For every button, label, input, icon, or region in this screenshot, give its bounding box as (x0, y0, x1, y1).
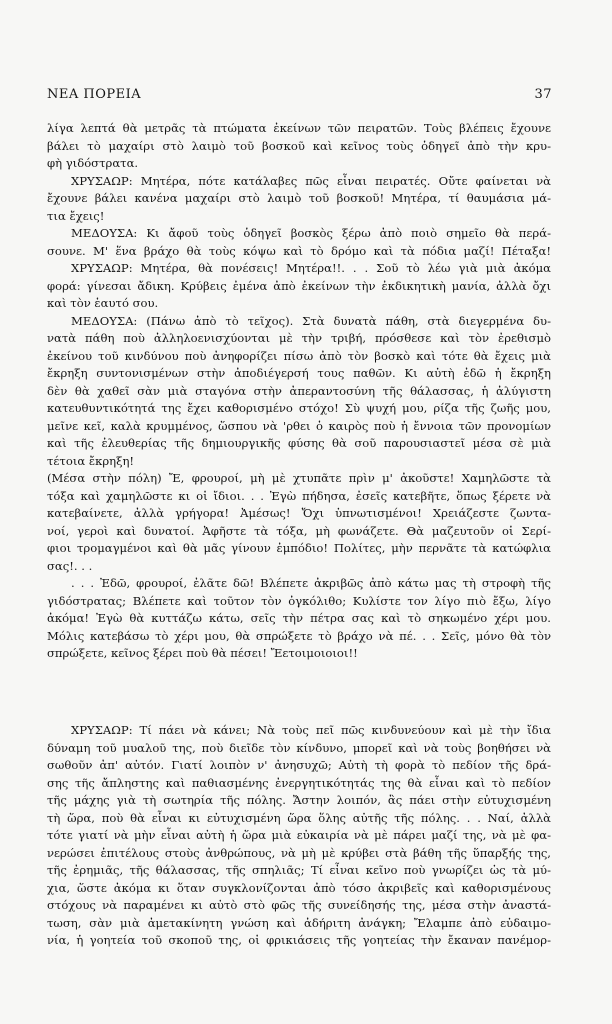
text-line: σας!. . . (47, 558, 93, 573)
text-line: νία, ἡ γοητεία τοῦ σκοποῦ της, οἱ φρικιάσεις τῆς γοητείας τὴν ἔκαναν πανέμορ- (47, 933, 551, 947)
text-line: νατὰ πάθη ποὺ ἀλληλοενισχύονται μὲ τὴν τριβή, πρόσθεσε καὶ τὸν ἐρεθισμὸ (47, 331, 551, 345)
text-line: βάλει τὸ μαχαίρι στὸ λαιμὸ τοῦ βοσκοῦ καὶ κεῖνος τοὺς ὁδηγεῖ ἀπὸ τὴν κρυ- (47, 138, 551, 153)
text-line: σουνε. Μ' ἕνα βράχο θὰ τοὺς κόψω καὶ τὸ δρόμο καὶ τὰ πόδια μαζί! Πέταξα! (47, 243, 551, 258)
text-line: (Μέσα στὴν πόλη) Ἔ, φρουροί, μὴ μὲ χτυπᾶτε πρὶν μ' ἀκοῦστε! Χαμηλῶστε τὰ (47, 471, 551, 485)
text-line: τωση, σὰν μιὰ ἀμετακίνητη γνώση καὶ ἀδήριτη ἀνάγκη; Ἔλαμπε ἀπὸ εὐδαιμο- (47, 915, 551, 930)
text-line: δύναμη τοῦ μυαλοῦ της, ποὺ διεῖδε τὸν κίνδυνο, μπορεῖ καὶ νὰ τοὺς βοηθήσει νὰ (47, 740, 551, 755)
text-line: ΜΕΔΟΥΣΑ: (Πάνω ἀπὸ τὸ τεῖχος). Στὰ δυνατὰ πάθη, στὰ διεγερμένα δυ- (71, 313, 551, 328)
text-line: Μόλις κατεβάσω τὸ χέρι μου, θὰ σπρώξετε τὸ βράχο νὰ πέ. . . Σεῖς, μόνο θὰ τὸν (47, 628, 551, 643)
text-line: κατεβαίνετε, ἀλλὰ γρήγορα! Ἀμέσως! Ὄχι ὑπνωτισμένοι! Χρειάζεστε ζωντα- (47, 506, 551, 520)
text-block-top (47, 120, 551, 663)
text-line: σωθοῦν ἀπ' αὐτόν. Γιατί λοιπὸν ν' ἀνησυχῶ; Αὐτὴ τὴ φορὰ τὸ πεδίον τῆς δρά- (47, 758, 551, 772)
text-block-bottom (47, 722, 551, 950)
text-line: σπρώξετε, κεῖνος ξέρει ποὺ θὰ πέσει! Ἔετοιμοιοιοι!! (47, 646, 358, 660)
text-line: ἔκρηξη συντονισμένων στὴν ἀποδιέγερσή τους παθῶν. Κι αὐτὴ ἐδῶ ἡ ἔκρηξη (47, 366, 551, 380)
text-line: χια, ὥστε ἀκόμα κι ὅταν συγκλονίζονται ἀπὸ τόσο ἀκριβεῖς καὶ καθορισμένους (47, 880, 551, 895)
text-line: καὶ τὸν ἑαυτό σου. (47, 296, 159, 310)
text-line: τῆς ἐρημιᾶς, τῆς θάλασσας, τῆς σπηλιᾶς; Τί εἶναι κεῖνο ποὺ γνωρίζει ὡς τὰ μύ- (47, 863, 551, 877)
text-line: ΜΕΔΟΥΣΑ: Κι ἄφοῦ τοὺς ὁδηγεῖ βοσκὸς ξέρω ἀπὸ ποιὸ σημεῖο θὰ περά- (71, 226, 551, 240)
page-number: 37 (534, 87, 552, 102)
text-line: ἀκόμα! Ἐγὼ θὰ κυττάζω κάτω, σεῖς τὴν πέτρα σας καὶ τὸ σηκωμένο χέρι μου. (47, 611, 551, 625)
text-line: καὶ τῆς ἐλευθερίας τῆς δημιουργικῆς φύσης θὰ σοῦ παρουσιαστεῖ μέσα σὲ μιὰ (47, 436, 551, 450)
text-line: νοί, γεροὶ καὶ δυνατοί. Ἀφῆστε τὰ τόξα, μὴ φωνάζετε. Θὰ μαζευτοῦν οἱ Σερί- (47, 523, 551, 538)
text-line: κατευθυντικότητά της ἔχει καθορισμένο στόχο! Σὺ ψυχή μου, ρίζα τῆς ζωῆς μου, (47, 401, 551, 415)
text-line: τέτοια ἔκρηξη! (47, 453, 135, 468)
text-line: σης τῆς ἄπληστης καὶ παθιασμένης ἐνεργητικότητάς της θὰ εἶναι καὶ τὸ πεδίον (47, 775, 551, 790)
text-line: ἐκείνου τοῦ κινδύνου ποὺ ἀνηφορίζει πίσω ἀπὸ τὸν βοσκὸ καὶ τότε θὰ ἔχεις μιὰ (47, 348, 551, 363)
text-line: τια ἔχεις! (47, 208, 105, 223)
text-line: μεῖνε κεῖ, καλὰ κρυμμένος, ὥσπου νὰ 'ρθει ὁ καιρὸς ποὺ ἡ ἔννοια τῶν προνομίων (47, 418, 551, 433)
text-line: ἔχουνε βάλει κανένα μαχαίρι στὸ λαιμὸ τοῦ βοσκοῦ! Μητέρα, τί θαυμάσια μά- (47, 191, 551, 205)
text-line: φὴ γιδόστρατα. (47, 156, 139, 170)
text-line: νερώσει ἐπιτέλους στοὺς ἀνθρώπους, νὰ μὴ μὲ κρύβει στὰ βάθη τῆς ὕπαρξής της, (47, 845, 551, 860)
text-line: τόξα καὶ χαμηλῶστε κι οἱ ἴδιοι. . . Ἐγὼ πήδησα, ἐσεῖς κατεβῆτε, ὅπως ξέρετε νὰ (47, 488, 551, 503)
text-line: φορά: γίνεσαι ἄδικη. Κρύβεις ἐμένα ἀπὸ ἐκείνων τὴν ἐκδικητικὴ μανία, ἀλλὰ ὄχι (47, 278, 551, 293)
text-line: τῆς μάχης γιὰ τὴ σωτηρία τῆς πόλης. Ἄστην λοιπόν, ἂς πάει στὴν εὐτυχισμένη (47, 793, 551, 807)
text-line: φιοι τρομαγμένοι καὶ θὰ μᾶς γίνουν ἐμπόδιο! Πολίτες, μὴν περνᾶτε τὰ κατώφλια (47, 541, 551, 555)
text-line: ΧΡΥΣΑΩΡ: Τί πάει νὰ κάνει; Νὰ τοὺς πεῖ πῶς κινδυνεύουν καὶ μὲ τὴν ἴδια (71, 723, 551, 737)
text-line: λίγα λεπτά θὰ μετρᾶς τὰ πτώματα ἐκείνων τῶν πειρατῶν. Τοὺς βλέπεις ἔχουνε (47, 121, 551, 135)
page-header (47, 87, 552, 102)
text-line: τότε γιατί νὰ μὴν εἶναι αὐτὴ ἡ ὥρα μιὰ εὐκαιρία νὰ μὲ πάρει μαζί της, νὰ μὲ φα- (47, 828, 551, 842)
text-line: . . . Ἐδῶ, φρουροί, ἐλᾶτε δῶ! Βλέπετε ἀκριβῶς ἀπὸ κάτω μας τὴ στροφὴ τῆς (71, 576, 551, 590)
journal-title: ΝΕΑ ΠΟΡΕΙΑ (47, 87, 142, 102)
text-line: γιδόστρατας; Βλέπετε καὶ τοῦτον τὸν ὀγκόλιθο; Κυλίστε τον λίγο πιὸ ἔξω, λίγο (47, 593, 551, 608)
text-line: ΧΡΥΣΑΩΡ: Μητέρα, θὰ πονέσεις! Μητέρα!!. . . Σοῦ τὸ λέω γιὰ μιὰ ἀκόμα (71, 261, 551, 275)
text-line: ΧΡΥΣΑΩΡ: Μητέρα, πότε κατάλαβες πῶς εἶναι πειρατές. Οὔτε φαίνεται νὰ (71, 173, 551, 188)
text-line: τὴ ὥρα, ποὺ θὰ εἶναι κι εὐτυχισμένη ὥρα ὅλης αὐτῆς τῆς πόλης. . . Ναί, ἀλλὰ (47, 810, 551, 825)
text-line: δὲν θὰ χαθεῖ σὰν μιὰ σταγόνα στὴν ἀπεραντοσύνη τῆς θάλασσας, ἡ ἀλύγιστη (47, 383, 551, 398)
text-line: στόχους νὰ παραμένει κι αὐτὸ στὸ φῶς τῆς συνείδησής της, μέσα στὴν ἀναστά- (47, 898, 551, 912)
